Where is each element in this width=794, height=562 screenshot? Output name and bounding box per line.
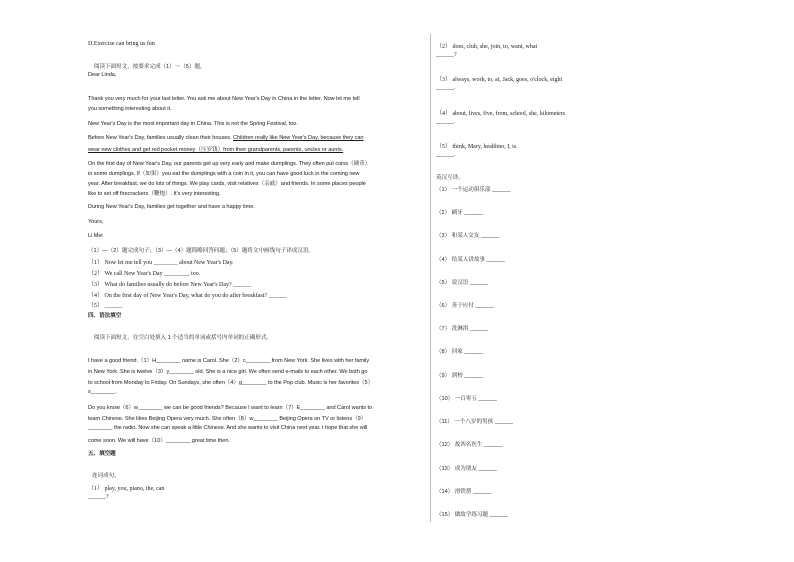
grammar-paragraph-2-line-2: learn Chinese. She likes Beijing Opera very much. She often（8）w________ Beijing Opera on TV or listens（9） — [88, 416, 367, 422]
sentence-4-blank: ______. — [436, 119, 456, 125]
translate-item: （13） 成为朋友 ______ — [436, 466, 497, 472]
grammar-paragraph-2-line-4: come soon. We will have（10）________ great time then. — [88, 438, 230, 444]
option-d: D.Exercise can bring us fun — [88, 41, 155, 47]
grammar-paragraph-1-line-2: in New York. She is twelve（3）y________ old. She is a nice girl. We often send e-mails to each other. We both go — [88, 369, 368, 375]
grammar-paragraph-2-line-3: ________ the radio. Now she can speak a little Chinese. And she wants to visit China next year. I hope that she will — [88, 425, 368, 431]
letter-paragraph-3-line-1 — [88, 135, 364, 141]
letter-paragraph-5: During New Year's Day, families get together and have a happy time. — [88, 204, 255, 210]
letter-paragraph-4-line-3: year. After breakfast, we do lots of things. We play cards, visit relatives（亲戚）and friends. In some places people — [88, 181, 366, 187]
translate-item: （11） 一个八岁的男孩 ______ — [436, 419, 513, 425]
task-instruction: （1）—（2）题完成句子；（3）—（4）题简略回答问题；（5）题将文中画线句子译成汉语。 — [88, 248, 314, 254]
translate-item: （14） 滑铁帮 ______ — [436, 489, 492, 495]
translate-item: （9） 到校 ______ — [436, 373, 483, 379]
sentence-1-blank: ______? — [88, 494, 109, 500]
translate-item: （7） 洗淋浴 ______ — [436, 326, 489, 332]
translate-item: （4） 给某人讲故事 ______ — [436, 257, 505, 263]
translate-title: 英汉互译。 — [436, 175, 464, 181]
translate-item: （1） 一个运动俱乐部 ______ — [436, 187, 511, 193]
letter-signature: Li Mei — [88, 233, 103, 239]
underlined-sentence: Children really like New Year's Day, because they can — [233, 135, 364, 141]
sentence-2: （2） does, club, she, join, to, want, what — [436, 44, 538, 50]
grammar-paragraph-1-line-1: I have a good friend.（1）H________ name is Carol. She（2）c________ from New York. She lives with her family — [88, 358, 370, 364]
translate-item: （10） 一百零五 ______ — [436, 396, 497, 402]
sentence-3-blank: ______. — [436, 85, 456, 91]
translate-item: （3） 和某人交友 ______ — [436, 233, 500, 239]
paragraph-3-text: Before New Year's Day, families usually clean their houses. — [88, 135, 234, 141]
letter-paragraph-4-line-1: On the first day of New Year's Day, our parents get up very early and make dumplings. They often put coins（硬币） — [88, 161, 371, 167]
reading-instruction: 阅读下面短文，按要求完成（1）～（5）题。 — [94, 64, 206, 70]
translate-item: （12） 故西名医生 ______ — [436, 442, 503, 448]
letter-paragraph-4-line-2: in some dumplings. If（如果）you eat the dumplings with a coin in it, you can have good luck in the coming new — [88, 171, 360, 177]
letter-closing: Yours, — [88, 219, 104, 225]
grammar-paragraph-1-line-3: to school from Monday to Friday. On Sundays, she often（4）g________ to the Pop club. Music is her favorites（5） — [88, 380, 374, 386]
sentence-1: （1） play, you, piano, the, can — [88, 486, 165, 492]
translate-item: （15） 做故学练习题 ______ — [436, 512, 508, 518]
question-2: （2） We call New Year's Day ________, too. — [88, 271, 201, 277]
section-5-instruction: 连词成句。 — [92, 473, 120, 479]
grammar-paragraph-1-line-4: s________. — [88, 389, 117, 395]
translate-item: （5） 说汉语 ______ — [436, 280, 489, 286]
letter-paragraph-1-line-1: Thank you very much for your last letter. You ask me about New Year's Day in China in the letter. Now let me tell — [88, 96, 360, 102]
question-4: （4） On the first day of New Year's Day, what do you do after breakfast? ______ — [88, 293, 287, 299]
column-divider — [430, 34, 431, 522]
letter-paragraph-2: New Year's Day is the most important day in China. This is not the Spring Festival, too. — [88, 121, 298, 127]
sentence-5: （5） think, Mary, healthier, I, is — [436, 144, 517, 150]
question-3: （3） What do families usually do before New Year's Day? ______ — [88, 282, 252, 288]
sentence-3: （3） always, work, to, at, Jack, goes, o'clock, eight — [436, 77, 563, 83]
section-4-title: 四、语法填空 — [88, 313, 122, 319]
letter-salutation: Dear Linda, — [88, 72, 117, 78]
question-1: （1） Now let me tell you ________ about New Year's Day. — [88, 260, 234, 266]
question-5: （5） ______ — [88, 303, 123, 309]
translate-item: （8） 回家 ______ — [436, 349, 483, 355]
sentence-4: （4） about, lives, five, from, school, she, kilometers — [436, 111, 566, 117]
grammar-paragraph-2-line-1: Do you know（6）w________ we can be good friends? Because I want to learn（7）E________ and Carol wants to — [88, 405, 373, 411]
section-5-title: 五、填空题 — [88, 451, 116, 457]
letter-paragraph-3-line-2: wear new clothes and get red pocket money（压岁钱）from their grandparents, parents, uncles or aunts. — [88, 147, 344, 153]
letter-paragraph-1-line-2: you something interesting about it. — [88, 106, 172, 112]
translate-item: （6） 善于应付 ______ — [436, 303, 494, 309]
section-4-instruction: 阅读下面短文，在空白处填入 1 个适当的单词或括号内单词的正确形式。 — [94, 335, 272, 341]
sentence-2-blank: ______? — [436, 52, 457, 58]
sentence-5-blank: ______. — [436, 152, 456, 158]
letter-paragraph-4-line-4: like to set off firecrackers（鞭炮）. It's very interesting. — [88, 191, 221, 197]
translate-item: （2） 刷牙 ______ — [436, 210, 483, 216]
